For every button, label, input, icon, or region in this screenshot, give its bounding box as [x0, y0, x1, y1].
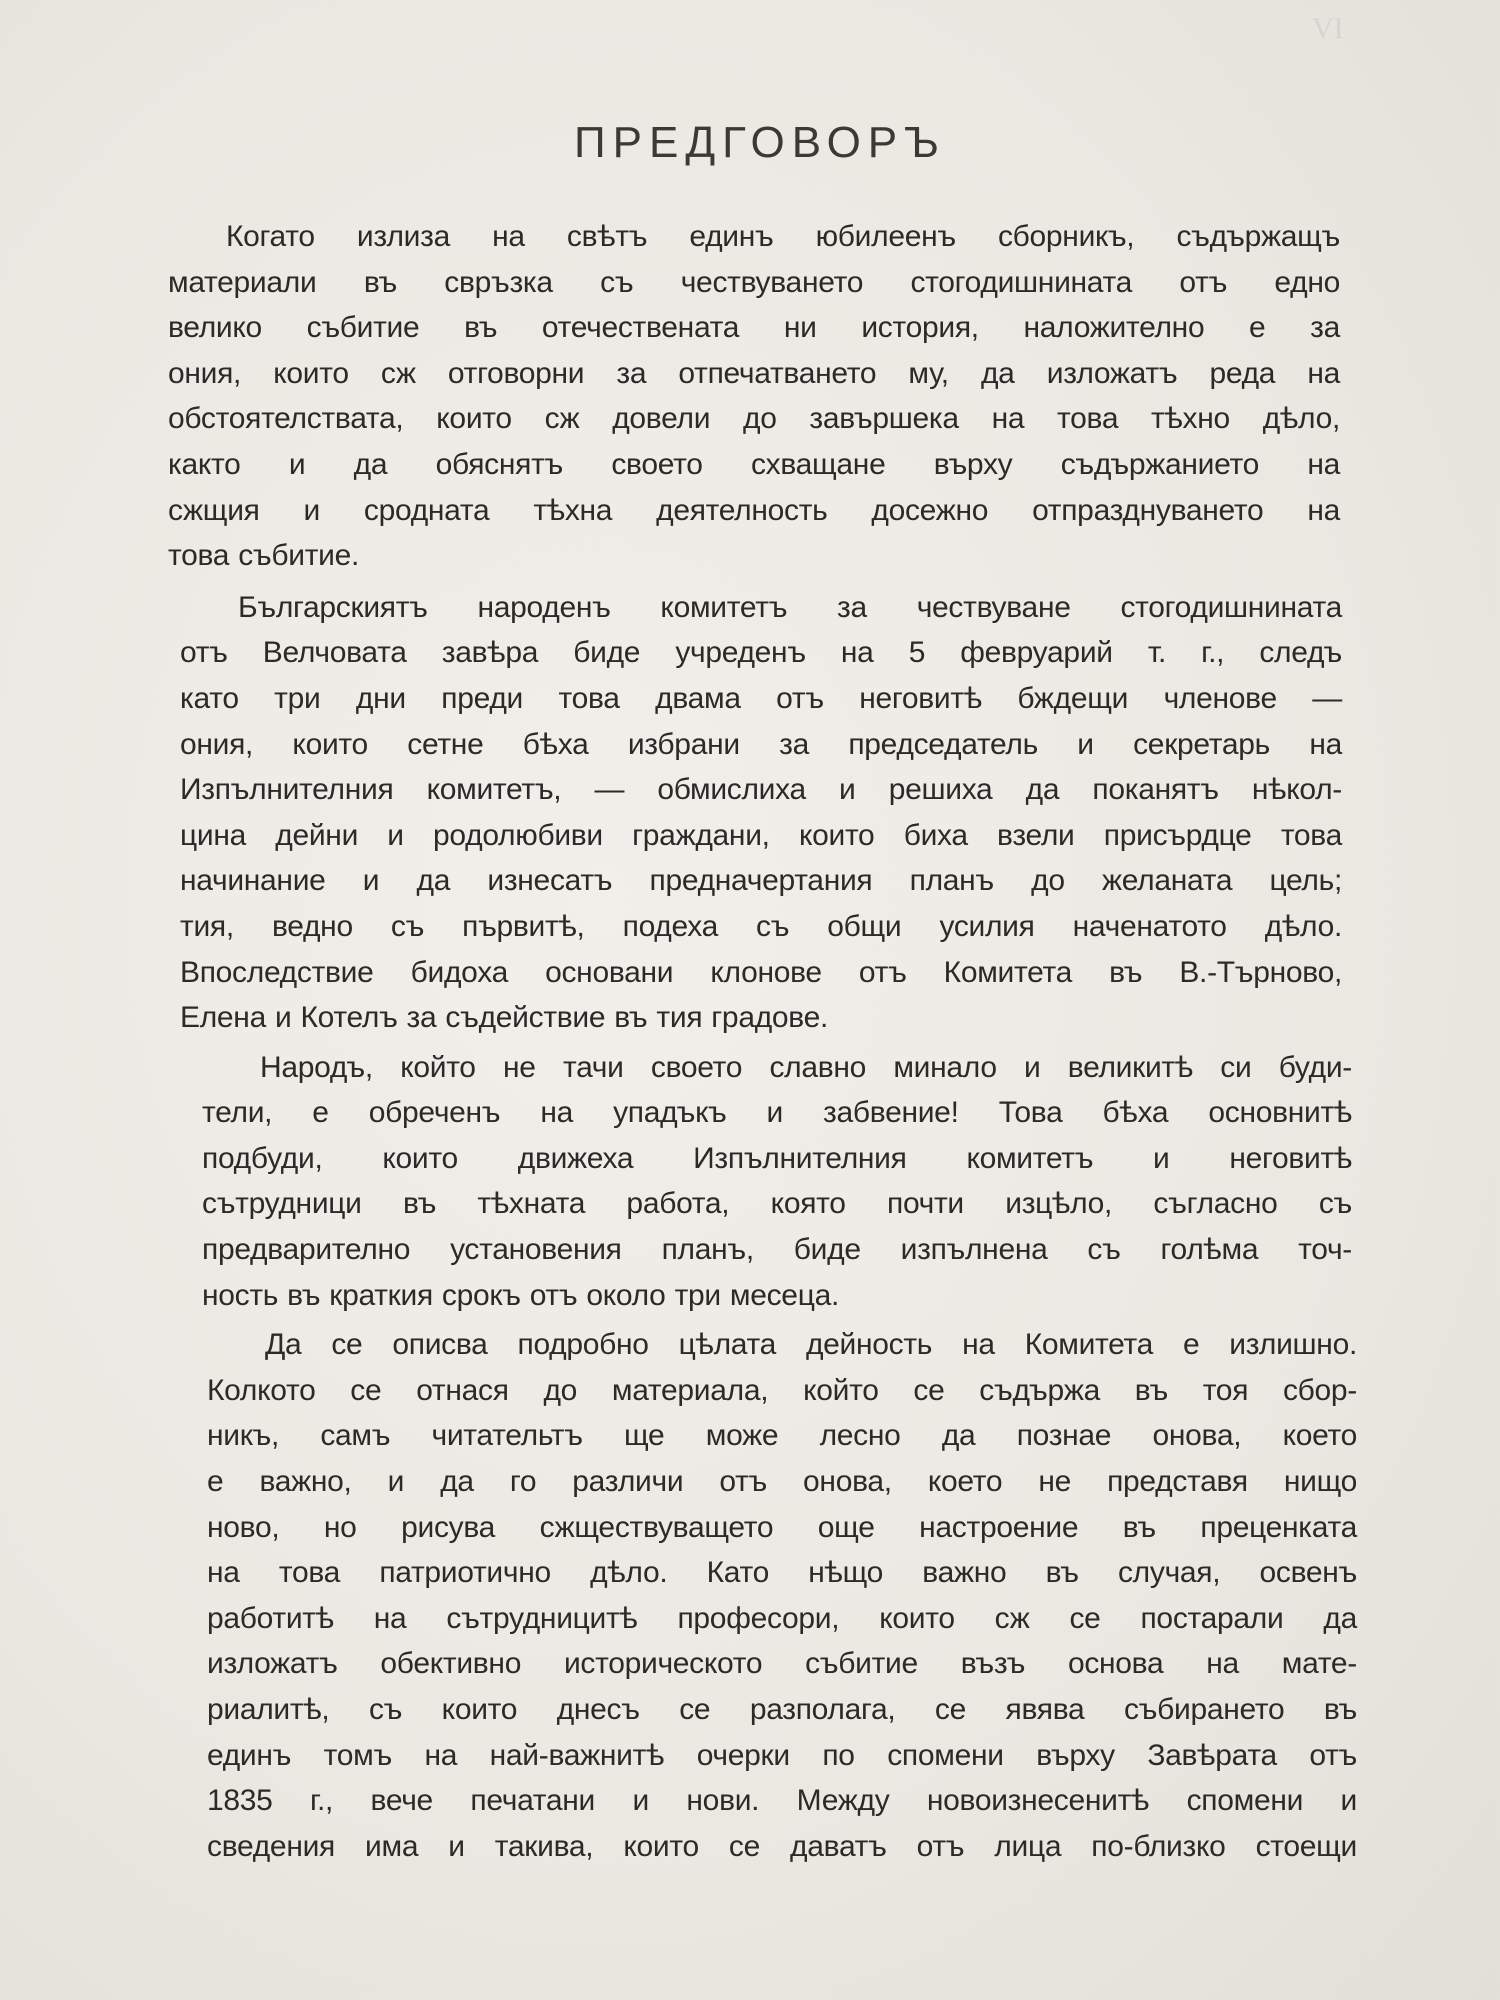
- text-line: както и да обяснятъ своето схващане върху съдържанието на: [168, 447, 1340, 481]
- text-line: сведения има и такива, които се даватъ отъ лица по-близко стоещи: [207, 1829, 1357, 1863]
- text-line: Българскиятъ народенъ комитетъ за чествуване стогодишнината: [238, 590, 1342, 624]
- text-line: цина дейни и родолюбиви граждани, които биха взели присърдце това: [180, 818, 1342, 852]
- paragraph: [180, 585, 1342, 1041]
- text-line: отъ Велчовата завѣра биде учреденъ на 5 февруарий т. г., следъ: [180, 636, 1342, 670]
- text-line: подбуди, които движеха Изпълнителния комитетъ и неговитѣ: [202, 1141, 1352, 1175]
- text-line: работитѣ на сътрудницитѣ професори, които сж се постарали да: [207, 1601, 1357, 1635]
- text-line: ония, които сж отговорни за отпечатването му, да изложатъ реда на: [168, 356, 1340, 390]
- text-line: тия, ведно съ първитѣ, подеха съ общи усилия наченатото дѣло.: [180, 909, 1342, 943]
- text-line: единъ томъ на най-важнитѣ очерки по спомени върху Завѣрата отъ: [207, 1738, 1357, 1772]
- text-line: никъ, самъ читательтъ ще може лесно да познае онова, което: [207, 1419, 1357, 1453]
- text-line: Народъ, който не тачи своето славно минало и великитѣ си буди-: [260, 1050, 1352, 1084]
- text-line: 1835 г., вече печатани и нови. Между новоизнесенитѣ спомени и: [207, 1784, 1357, 1818]
- text-line: Изпълнителния комитетъ, — обмислиха и решиха да поканятъ нѣкол-: [180, 773, 1342, 807]
- text-line: Елена и Котелъ за съдействие въ тия градове.: [180, 1001, 829, 1035]
- page-title: ПРЕДГОВОРЪ: [574, 118, 946, 167]
- text-line: Да се описва подробно цѣлата дейность на Комитета е излишно.: [265, 1328, 1357, 1362]
- preface-body: [0, 214, 1500, 1869]
- text-line: начинание и да изнесатъ предначертания планъ до желаната цель;: [180, 864, 1342, 898]
- page-number: VI: [1312, 12, 1344, 45]
- text-line: сътрудници въ тѣхната работа, която почти изцѣло, съгласно съ: [202, 1187, 1352, 1221]
- text-line: велико събитие въ отечествената ни история, наложително е за: [168, 311, 1340, 345]
- paragraph: [207, 1322, 1357, 1869]
- text-line: ония, които сетне бѣха избрани за председатель и секретарь на: [180, 727, 1342, 761]
- text-line: изложатъ обективно историческото събитие възъ основа на мате-: [207, 1647, 1357, 1681]
- text-line: Впоследствие бидоха основани клонове отъ Комитета въ В.-Търново,: [180, 955, 1342, 989]
- text-line: е важно, и да го различи отъ онова, което не представя нищо: [207, 1465, 1357, 1499]
- text-line: ново, но рисува сжществуващето още настроение въ преценката: [207, 1510, 1357, 1544]
- text-line: сжщия и сродната тѣхна деятелность досежно отпразднуването на: [168, 493, 1340, 527]
- paragraph: [202, 1045, 1352, 1319]
- text-line: ность въ краткия срокъ отъ около три месеца.: [202, 1278, 839, 1312]
- text-line: на това патриотично дѣло. Като нѣщо важно въ случая, освенъ: [207, 1556, 1357, 1590]
- text-line: обстоятелствата, които сж довели до завършека на това тѣхно дѣло,: [168, 402, 1340, 436]
- text-line: риалитѣ, съ които днесъ се разполага, се явява събирането въ: [207, 1693, 1357, 1726]
- text-line: предварително установения планъ, биде изпълнена съ голѣма точ-: [202, 1233, 1352, 1267]
- text-line: Когато излиза на свѣтъ единъ юбилеенъ сборникъ, съдържащъ: [226, 220, 1340, 253]
- text-line: Колкото се отнася до материала, който се съдържа въ тоя сбор-: [207, 1373, 1357, 1407]
- text-line: това събитие.: [168, 539, 360, 573]
- text-line: като три дни преди това двама отъ неговитѣ бждещи членове —: [180, 681, 1342, 715]
- text-line: тели, е обреченъ на упадъкъ и забвение! Това бѣха основнитѣ: [202, 1096, 1352, 1130]
- paragraph: [168, 214, 1340, 579]
- text-line: материали въ свръзка съ чествуването стогодишнината отъ едно: [168, 265, 1340, 299]
